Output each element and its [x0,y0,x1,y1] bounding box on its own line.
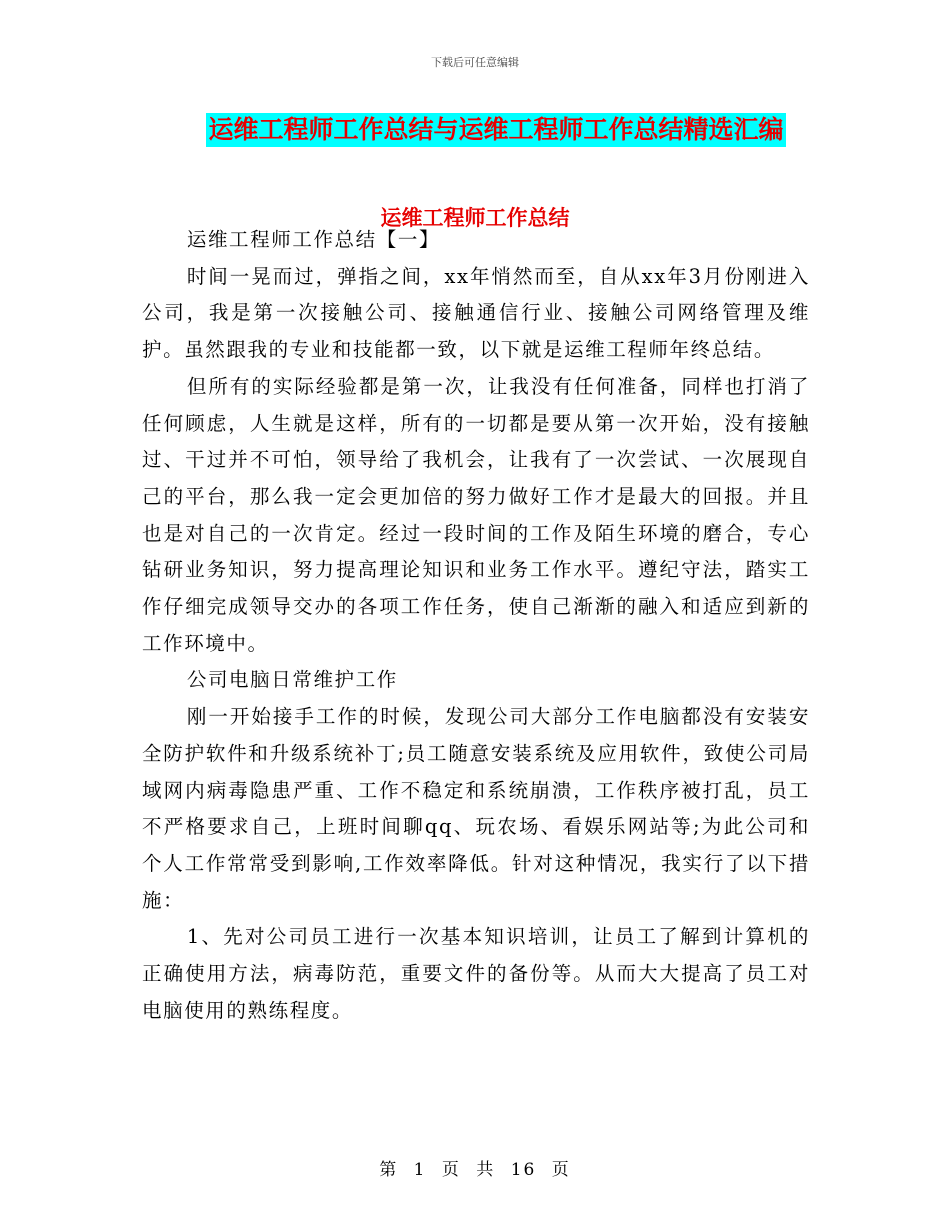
paragraph-heading: 公司电脑日常维护工作 [186,668,398,692]
paragraph-heading: 运维工程师工作总结【一】 [186,228,441,251]
footer-total-pages: 16 [510,1160,537,1180]
footer-total-label: 共 [476,1160,496,1180]
footer-suffix: 页 [551,1160,571,1180]
paragraph: 时间一晃而过，弹指之间，xx年悄然而至，自从xx年3月份刚进入公司，我是第一次接触公司、接触通信行业、接触公司网络管理及维护。虽然跟我的专业和技能都一致，以下就是运维工程师年终总结。 [142,264,810,362]
page-footer [0,1155,950,1180]
footer-page-label: 页 [441,1160,461,1180]
paragraph: 1、先对公司员工进行一次基本知识培训，让员工了解到计算机的正确使用方法，病毒防范，重要文件的备份等。从而大大提高了员工对电脑使用的熟练程度。 [142,925,810,1022]
main-title-wrap [0,113,950,147]
body-text [142,222,810,1029]
header-note: 下载后可任意编辑 [431,56,519,69]
main-title: 运维工程师工作总结与运维工程师工作总结精选汇编 [206,113,785,147]
footer-prefix: 第 [379,1160,399,1180]
paragraph: 但所有的实际经验都是第一次，让我没有任何准备，同样也打消了任何顾虑，人生就是这样，所有的一切都是要从第一次开始，没有接触过、干过并不可怕，领导给了我机会，让我有了一次尝试、一次展现自己的平台，那么我一定会更加倍的努力做好工作才是最大的回报。并且也是对自己的一次肯定。经过一段时间的工作及陌生环境的磨合，专心钻研业务知识，努力提高理论知识和业务工作水平。遵纪守法，踏实工作仔细完成领导交办的各项工作任务，使自己渐渐的融入和适应到新的工作环境中。 [142,374,810,655]
section-title: 运维工程师工作总结 [380,206,570,230]
paragraph: 刚一开始接手工作的时候，发现公司大部分工作电脑都没有安装安全防护软件和升级系统补丁;员工随意安装系统及应用软件，致使公司局域网内病毒隐患严重、工作不稳定和系统崩溃，工作秩序被打乱，员工不严格要求自己，上班时间聊qq、玩农场、看娱乐网站等;为此公司和个人工作常常受到影响,工作效率降低。针对这种情况，我实行了以下措施： [142,705,810,912]
footer-page-number: 1 [413,1160,427,1180]
